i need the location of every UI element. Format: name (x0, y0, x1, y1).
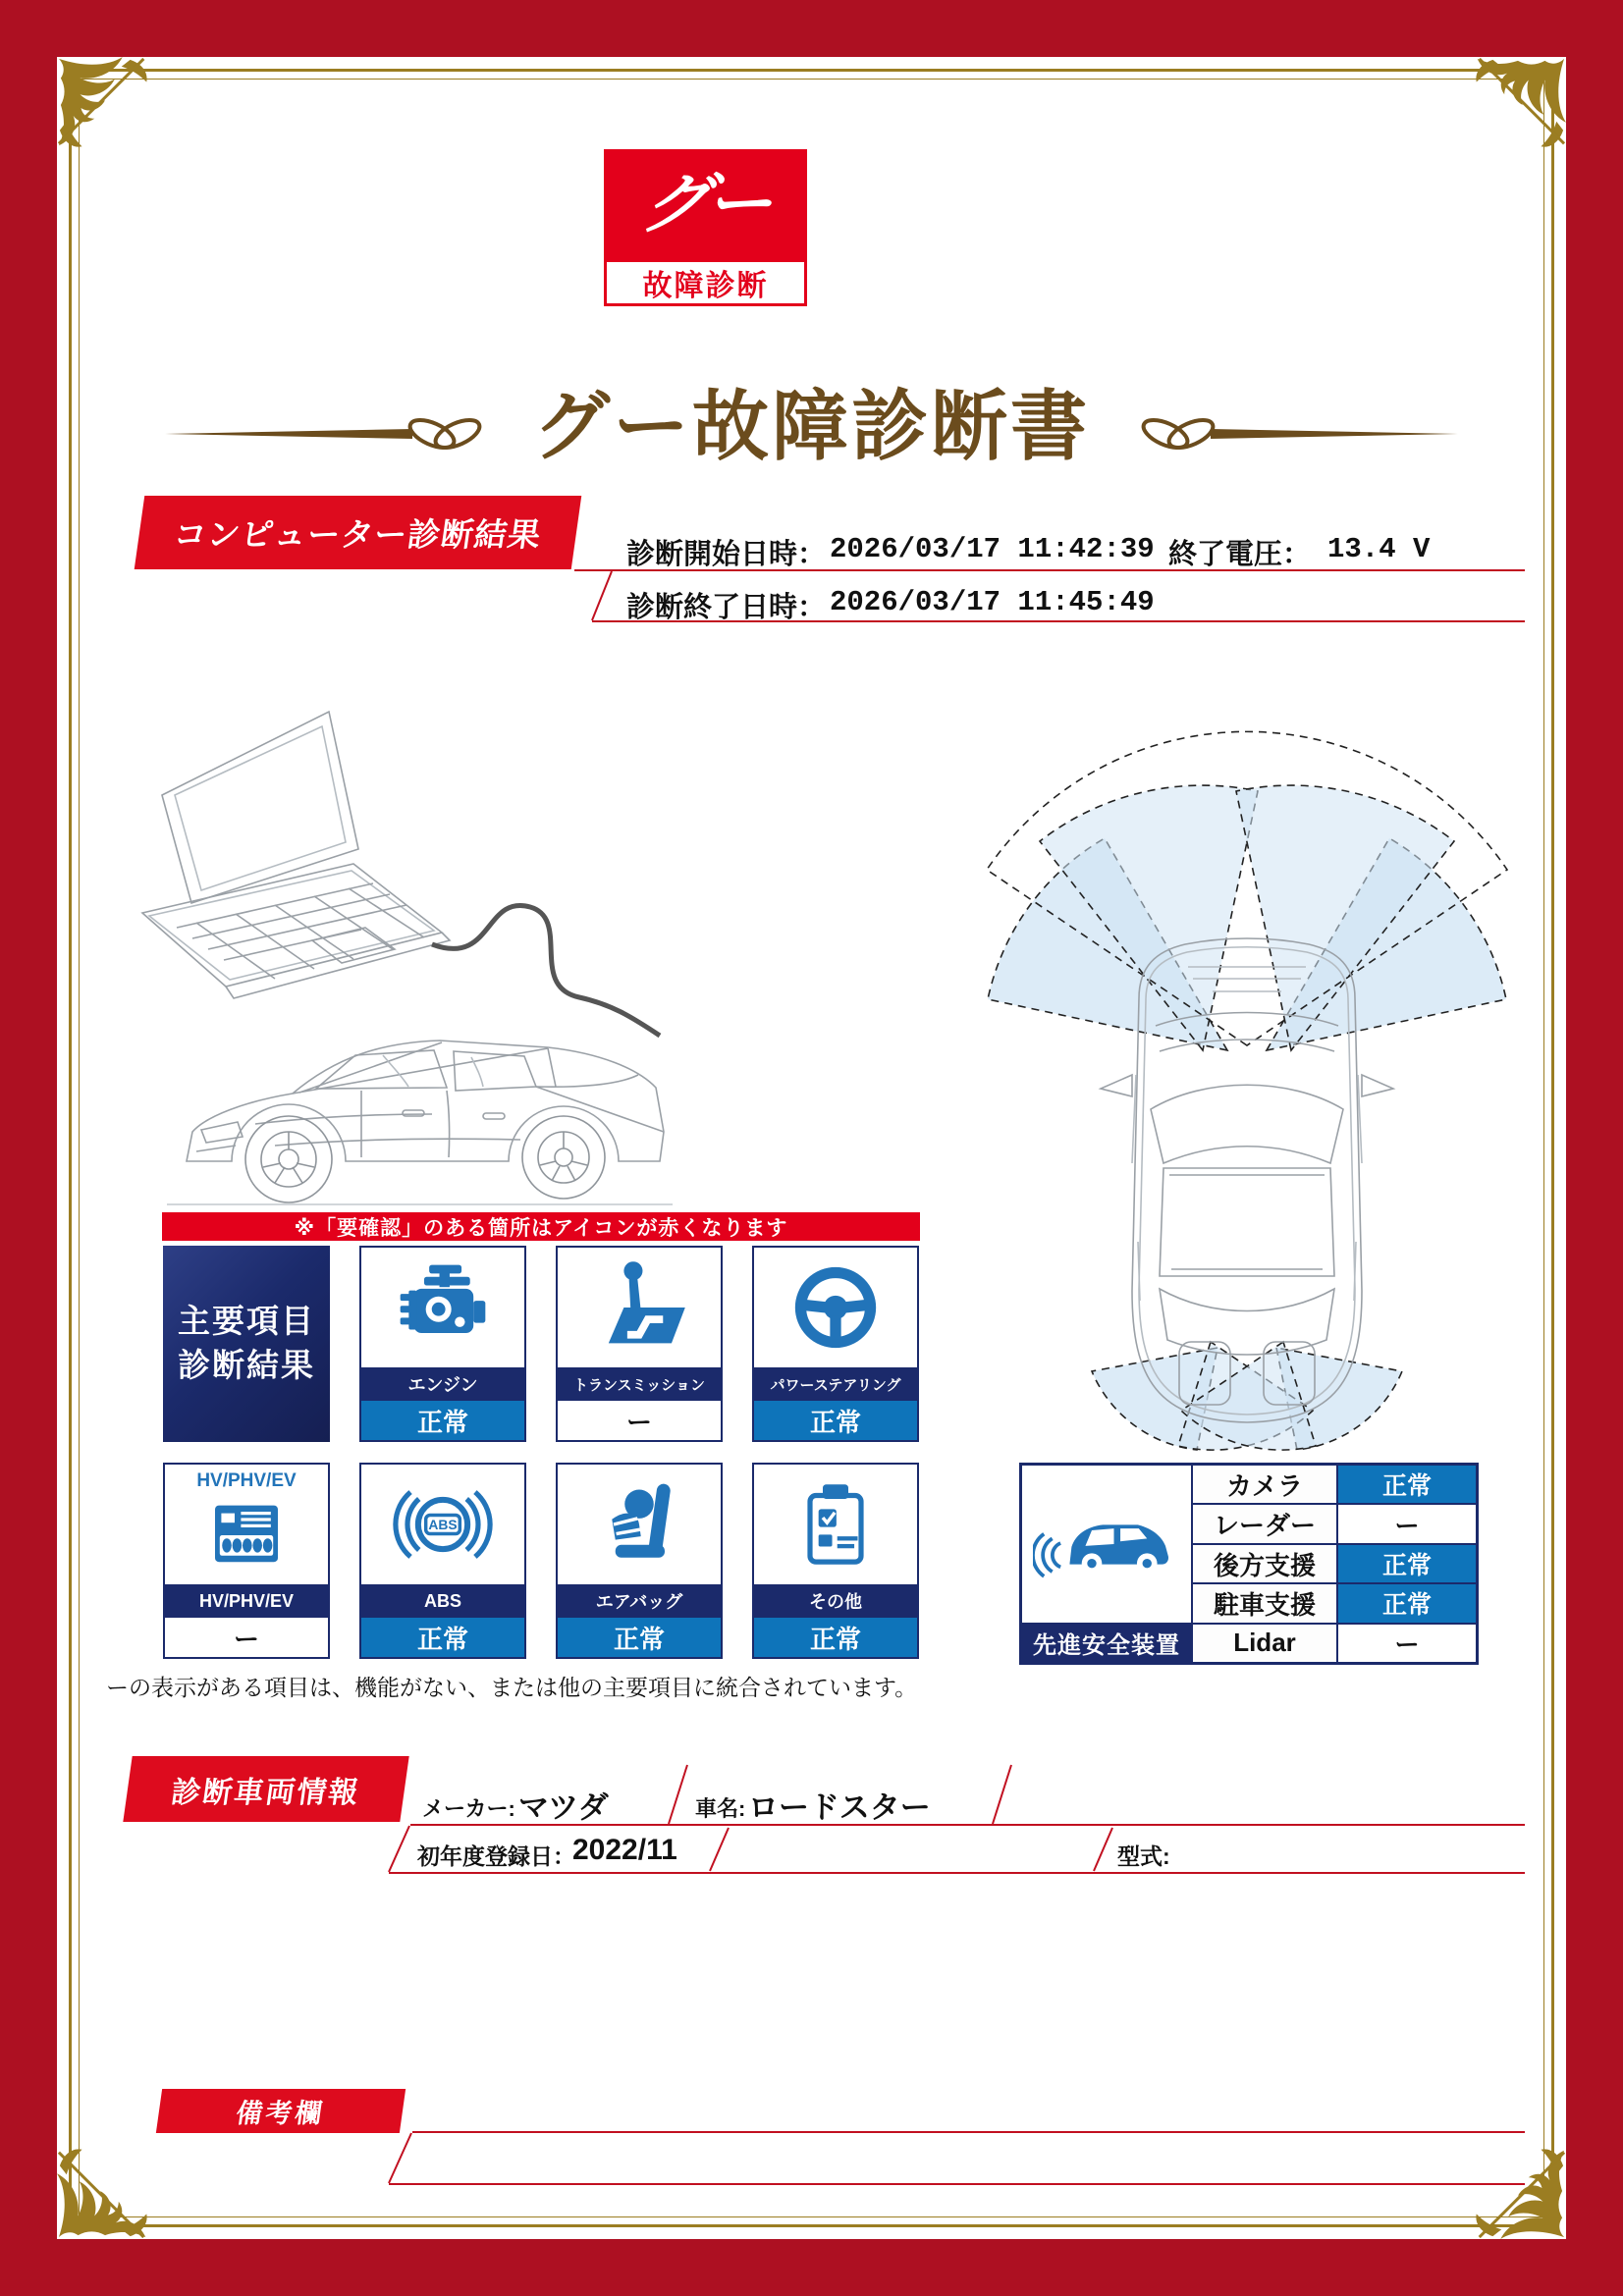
car-name-value: ロードスター (748, 1790, 931, 1825)
maker-label: メーカー: (422, 1796, 515, 1821)
dash-explanation-note: ーの表示がある項目は、機能がない、または他の主要項目に統合されています。 (106, 1675, 918, 1700)
caution-note-bar: ※「要確認」のある箇所はアイコンが赤くなります (162, 1212, 920, 1241)
maker-value: マツダ (518, 1790, 609, 1825)
first-registration-label: 初年度登録日： (417, 1843, 575, 1869)
table-row (1193, 1505, 1476, 1544)
advanced-safety-table (1019, 1463, 1479, 1665)
safety-item-name: レーダー (1193, 1505, 1338, 1542)
section-banner-label: 備考欄 (234, 2099, 327, 2128)
safety-item-status: ー (1338, 1505, 1476, 1542)
diagnosis-tile-abs (359, 1463, 526, 1659)
table-row (1193, 1545, 1476, 1584)
safety-item-status: 正常 (1338, 1584, 1476, 1622)
safety-item-name: 駐車支援 (1193, 1584, 1338, 1622)
laptop-car-wireframe-illustration (108, 702, 677, 1217)
section-banner-remarks (156, 2089, 406, 2133)
diagnosis-end-value: 2026/03/17 11:45:49 (830, 586, 1155, 618)
page-title: グー故障診断書 (532, 383, 1090, 469)
table-row (1193, 1625, 1476, 1662)
tile-label: パワーステアリング (754, 1367, 917, 1401)
tile-label: その他 (754, 1584, 917, 1618)
tile-status: 正常 (361, 1618, 524, 1657)
other-icon (754, 1465, 917, 1584)
end-voltage-value: 13.4 V (1327, 533, 1431, 565)
tile-status: ー (165, 1618, 328, 1657)
summary-panel (163, 1246, 330, 1442)
goo-logo-brand: グー (637, 167, 774, 241)
transmission-icon (558, 1248, 721, 1367)
section-banner-vehicle-info (123, 1756, 408, 1822)
diagnosis-tile-transmission (556, 1246, 723, 1442)
tile-status: ー (558, 1401, 721, 1440)
diagnosis-tile-airbag (556, 1463, 723, 1659)
diagnosis-tile-power-steering (752, 1246, 919, 1442)
advanced-safety-rows (1193, 1466, 1476, 1662)
first-registration-value: 2022/11 (572, 1834, 677, 1866)
diagnosis-start-value: 2026/03/17 11:42:39 (830, 533, 1155, 565)
tile-status: 正常 (754, 1618, 917, 1657)
tile-label: ABS (361, 1584, 524, 1618)
table-row (1193, 1466, 1476, 1505)
diagnosis-tile-engine (359, 1246, 526, 1442)
goo-logo-subtitle: 故障診断 (642, 270, 769, 302)
table-row (1193, 1584, 1476, 1624)
safety-item-status: 正常 (1338, 1466, 1476, 1503)
summary-line2: 診断結果 (178, 1347, 315, 1383)
advanced-safety-caption: 先進安全装置 (1022, 1623, 1191, 1662)
end-voltage-label: 終了電圧： (1168, 539, 1312, 570)
airbag-icon (558, 1465, 721, 1584)
diagnosis-end-label: 診断終了日時： (626, 592, 827, 623)
tile-label: HV/PHV/EV (165, 1584, 328, 1618)
power-steering-icon (754, 1248, 917, 1367)
tile-label: エンジン (361, 1367, 524, 1401)
safety-item-name: 後方支援 (1193, 1545, 1338, 1582)
tile-label: トランスミッション (558, 1367, 721, 1401)
svg-text:ABS: ABS (428, 1517, 458, 1533)
summary-line1: 主要項目 (178, 1303, 315, 1340)
engine-icon (361, 1248, 524, 1367)
safety-item-name: カメラ (1193, 1466, 1338, 1503)
tile-status: 正常 (361, 1401, 524, 1440)
hv-phv-ev-icon (165, 1465, 328, 1584)
safety-item-status: 正常 (1338, 1545, 1476, 1582)
tile-status: 正常 (754, 1401, 917, 1440)
section-banner-label: コンピューター診断結果 (171, 516, 544, 553)
abs-icon (361, 1465, 524, 1584)
safety-item-status: ー (1338, 1625, 1476, 1662)
car-name-label: 車名: (695, 1796, 746, 1821)
advanced-safety-left (1022, 1466, 1193, 1662)
sensor-coverage-topview-illustration (977, 614, 1517, 1458)
car-sonar-icon (1022, 1466, 1191, 1623)
diagnosis-tile-other (752, 1463, 919, 1659)
model-code-label: 型式: (1117, 1843, 1170, 1869)
section-banner-label: 診断車両情報 (169, 1776, 362, 1809)
safety-item-name: Lidar (1193, 1625, 1338, 1662)
hv-badge-label: HV/PHV/EV (196, 1470, 297, 1491)
tile-label: エアバッグ (558, 1584, 721, 1618)
tile-status: 正常 (558, 1618, 721, 1657)
diagnosis-tile-hv-phv-ev (163, 1463, 330, 1659)
diagnosis-start-label: 診断開始日時： (626, 539, 827, 570)
